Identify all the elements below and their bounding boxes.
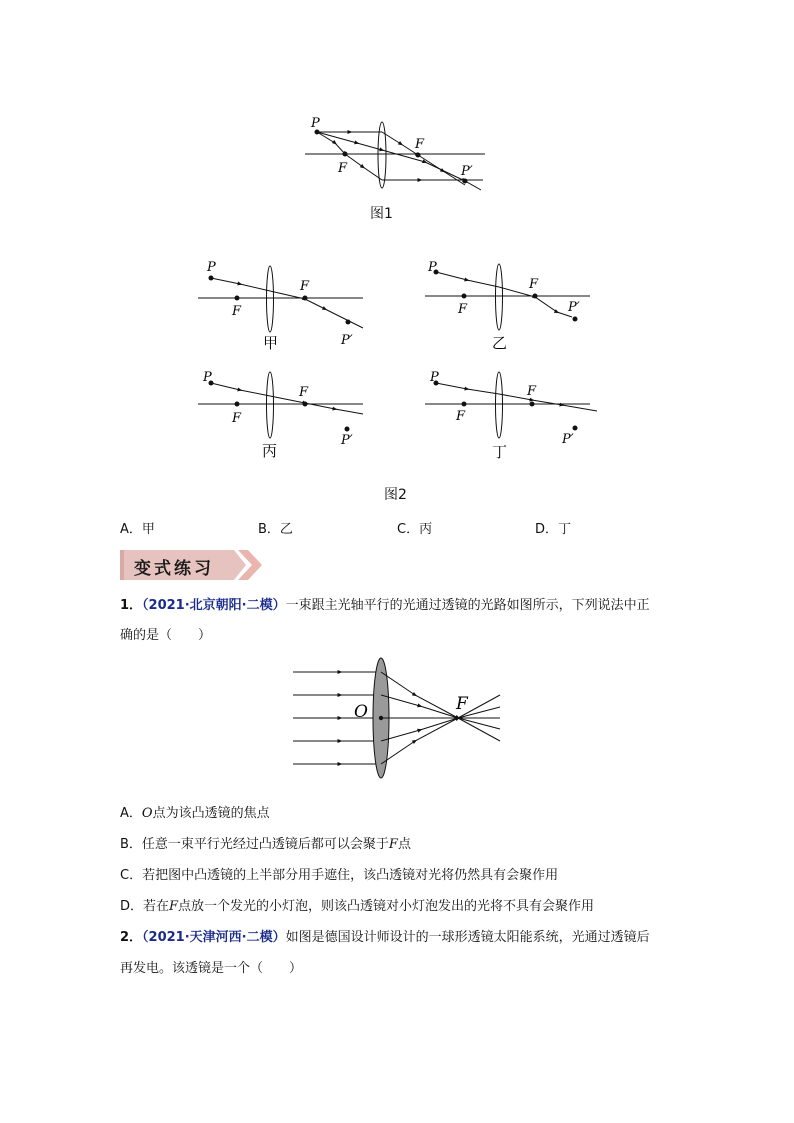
option-symbol: F — [388, 837, 398, 852]
figure-2-panel-bing — [195, 365, 370, 465]
figure-2-panel-jia — [195, 255, 370, 355]
label-p: P — [311, 116, 320, 131]
label-f-left: F — [456, 409, 466, 424]
option-symbol: O — [141, 806, 153, 821]
q1-option-d[interactable] — [120, 895, 594, 914]
q1-option-b[interactable] — [120, 833, 411, 852]
point-f-lower — [343, 152, 348, 157]
label-f-left: F — [458, 302, 468, 317]
option-d[interactable]: D．丁 — [535, 522, 572, 537]
figure-2-panel-ding — [422, 365, 597, 465]
option-prefix: A． — [120, 806, 142, 821]
label-f-right: F — [299, 385, 309, 400]
question-source: （2021·北京朝阳·二模） — [142, 598, 286, 613]
label-f-right: F — [300, 279, 310, 294]
question-source: （2021·天津河西·二模） — [142, 930, 286, 945]
label-p: P — [203, 370, 212, 385]
option-text: 点 — [397, 837, 411, 852]
question-number: 2． — [120, 930, 143, 945]
option-prefix: C．若把图中凸透镜的上半部分用手遮住，该凸透镜对光将仍然具有会聚作用 — [120, 868, 559, 883]
label-p-image: P′ — [562, 432, 574, 447]
option-prefix: D．若在 — [120, 899, 170, 914]
label-f-right: F — [527, 384, 537, 399]
section-banner — [120, 548, 270, 582]
option-prefix: B．任意一束平行光经过凸透镜后都可以会聚于 — [120, 837, 389, 852]
label-o: O — [354, 702, 368, 722]
panel-name: 甲 — [263, 334, 279, 352]
label-p: P — [430, 370, 439, 385]
option-symbol: F — [169, 899, 179, 914]
option-text: 点为该凸透镜的焦点 — [152, 806, 270, 821]
option-text: 点放一个发光的小灯泡，则该凸透镜对小灯泡发出的光将不具有会聚作用 — [178, 899, 595, 914]
question-2-line-1 — [120, 926, 650, 945]
option-c[interactable]: C．丙 — [397, 522, 433, 537]
figure-2-panel-yi — [422, 255, 597, 355]
q1-option-c[interactable] — [120, 864, 558, 883]
question-1-figure — [290, 655, 505, 785]
question-2-line-2: 再发电。该透镜是一个（ ） — [120, 961, 303, 976]
panel-name: 丙 — [262, 442, 278, 460]
label-f-right: F — [529, 277, 539, 292]
label-f-upper: F — [415, 137, 425, 152]
label-f-left: F — [232, 411, 242, 426]
question-text: 一束跟主光轴平行的光通过透镜的光路如图所示，下列说法中正 — [285, 598, 650, 613]
option-a[interactable]: A．甲 — [120, 522, 155, 537]
panel-name: 乙 — [492, 334, 508, 352]
figure-2-caption: 图2 — [384, 487, 407, 503]
label-f-left: F — [232, 304, 242, 319]
question-1-line-2: 确的是（ ） — [120, 628, 212, 643]
label-p-image: P′ — [461, 164, 473, 179]
label-p-image: P′ — [568, 300, 580, 315]
label-p-image: P′ — [341, 433, 353, 448]
section-banner-text: 变式练习 — [134, 559, 214, 579]
label-f: F — [456, 694, 468, 714]
point-f-upper — [416, 153, 421, 158]
figure-1-caption: 图1 — [370, 206, 393, 222]
label-p-image: P′ — [341, 333, 353, 348]
q1-option-a[interactable] — [120, 802, 270, 821]
point-p-image — [463, 179, 468, 184]
label-p: P — [428, 260, 437, 275]
panel-name: 丁 — [492, 443, 508, 461]
figure-1 — [295, 110, 495, 200]
question-1-line-1 — [120, 594, 650, 613]
question-text: 如图是德国设计师设计的一球形透镜太阳能系统，光通过透镜后 — [285, 930, 650, 945]
label-f-lower: F — [338, 161, 348, 176]
option-b[interactable]: B．乙 — [258, 522, 293, 537]
label-p: P — [207, 260, 216, 275]
question-number: 1． — [120, 598, 143, 613]
